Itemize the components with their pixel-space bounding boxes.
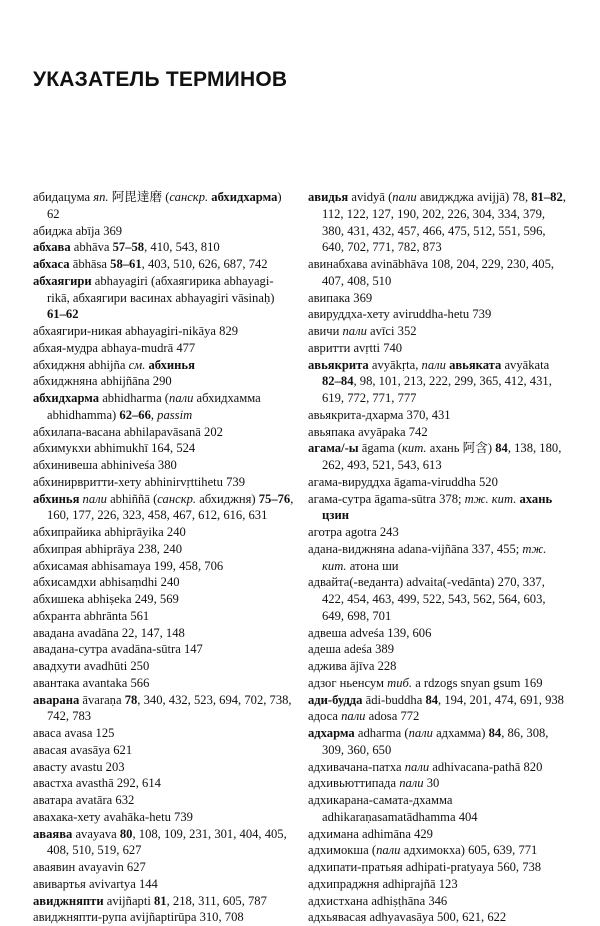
entry-segment: ābhāsa	[72, 257, 111, 271]
entry-segment: abhidharma (	[102, 391, 170, 405]
entry-segment: авидья	[308, 190, 352, 204]
entry-segment: абхидхарма	[33, 391, 103, 405]
index-entry	[33, 541, 295, 558]
entry-segment: авасая avasāya 621	[33, 742, 133, 757]
entry-segment: абхава	[33, 240, 74, 255]
entry-segment: 30	[426, 776, 440, 791]
entry-segment: абхая-мудра abhaya-mudrā 477	[33, 340, 196, 355]
index-entry	[33, 424, 295, 441]
entry-segment: āvaraṇa	[82, 692, 125, 707]
index-entry	[308, 692, 570, 709]
entry-segment: авасту avastu 203	[33, 759, 125, 774]
entry-segment: ) 62	[47, 190, 282, 221]
entry-segment: āgama (	[361, 441, 402, 456]
entry-segment: 阿毘達磨 (	[111, 190, 170, 204]
entry-segment: 84	[425, 692, 439, 707]
entry-segment: абхранта abhrānta 561	[33, 608, 150, 623]
entry-segment: абхинья	[148, 357, 195, 372]
index-entry	[33, 591, 295, 608]
entry-segment: 84	[495, 441, 508, 456]
entry-segment: 81	[154, 893, 167, 908]
entry-segment: ахань цзин	[322, 491, 553, 523]
entry-segment: абхимукхи abhimukhī 164, 524	[33, 441, 196, 456]
index-entry	[308, 876, 570, 893]
entry-segment: 82–84	[322, 374, 354, 389]
entry-segment: авиджняпти	[33, 893, 107, 908]
entry-segment: a rdzogs snyan gsum 169	[415, 675, 543, 690]
entry-segment: 62–66	[119, 407, 151, 422]
index-entry	[33, 759, 295, 776]
index-entry	[308, 524, 570, 541]
index-entry	[308, 340, 570, 357]
entry-segment: adharma (	[357, 726, 409, 740]
entry-segment: адхимокха) 605, 639, 771	[403, 843, 538, 858]
entry-segment: абхишека abhiṣeka 249, 569	[33, 592, 179, 606]
index-entry	[33, 692, 295, 726]
entry-segment: avīci 352	[370, 324, 417, 338]
entry-segment: abhiññā (	[110, 491, 158, 506]
index-entry	[33, 893, 295, 910]
index-entry	[33, 474, 295, 491]
page-title: УКАЗАТЕЛЬ ТЕРМИНОВ	[33, 68, 288, 91]
index-entry	[33, 792, 295, 809]
entry-segment: абхиджня abhijña	[33, 357, 129, 372]
entry-segment: абхисамая abhisamaya 199, 458, 706	[33, 558, 224, 573]
index-entry	[33, 340, 295, 357]
entry-segment: абхаса	[33, 257, 73, 271]
entry-segment: , 112, 122, 127, 190, 202, 226, 304, 334, 379, 380, 431, 432, 457, 466, 475, 512, 551, 596, 640, 702, 771, 782, 873	[322, 190, 566, 255]
entry-segment: avyākṛta,	[371, 357, 422, 372]
entry-segment: авахака-хету avahāka-hetu 739	[33, 809, 193, 824]
index-entry	[33, 641, 295, 658]
entry-segment: avyākata	[504, 357, 550, 372]
index-entry	[308, 474, 570, 491]
entry-segment: абхиджня)	[199, 491, 259, 506]
index-entry	[308, 306, 570, 323]
entry-segment: пали	[341, 709, 369, 724]
entry-segment: avidyā (	[351, 190, 393, 204]
entry-segment: адхистхана adhiṣṭhāna 346	[308, 893, 448, 908]
index-column-left	[33, 189, 295, 926]
index-entry	[308, 775, 570, 792]
entry-segment: авадана-сутра avadāna-sūtra 147	[33, 642, 203, 657]
entry-segment: абхаягири	[33, 273, 95, 288]
index-entry	[308, 189, 570, 256]
entry-segment: пали	[392, 190, 420, 204]
index-entry	[308, 357, 570, 407]
entry-segment: агама-вируддха āgama-viruddha 520	[308, 474, 498, 489]
index-entry	[33, 675, 295, 692]
entry-segment: 80	[119, 826, 133, 841]
entry-segment: адхарма	[308, 726, 358, 740]
index-entry	[308, 658, 570, 675]
index-entry	[33, 826, 295, 860]
index-entry	[308, 290, 570, 307]
entry-segment: см.	[128, 357, 149, 372]
index-entry	[33, 273, 295, 323]
entry-segment: ,	[150, 407, 158, 422]
entry-segment: агама-сутра āgama-sūtra 378;	[308, 491, 465, 506]
entry-segment: адхивьюттипада	[308, 776, 400, 791]
entry-segment: абхидхарма	[211, 190, 278, 204]
entry-segment: авантака avantaka 566	[33, 675, 150, 690]
entry-segment: авируддха-хету aviruddha-hetu 739	[308, 307, 492, 322]
entry-segment: авритти avṛtti 740	[308, 340, 403, 355]
entry-segment: авьяпака avyāpaka 742	[308, 424, 428, 439]
entry-segment: абхинья	[33, 491, 83, 506]
entry-segment: абхинивеша abhiniveśa 380	[33, 458, 177, 472]
entry-segment: санскр.	[169, 190, 212, 204]
entry-segment: ади-будда	[308, 692, 366, 707]
index-entry	[308, 842, 570, 859]
entry-segment: , 403, 510, 626, 687, 742	[141, 257, 268, 271]
index-entry	[33, 189, 295, 223]
entry-segment: авинабхава avinābhāva 108, 204, 229, 230, 405, 407, 408, 510	[308, 257, 555, 288]
entry-segment: адеша adeśa 389	[308, 642, 395, 657]
index-entry	[33, 239, 295, 256]
entry-segment: яп.	[93, 190, 112, 204]
index-entry	[308, 323, 570, 340]
entry-segment: ādi-buddha	[365, 692, 426, 707]
index-entry	[308, 424, 570, 441]
entry-segment: тж. кит.	[322, 541, 547, 573]
index-entry	[33, 608, 295, 625]
entry-segment: авьяката	[449, 357, 505, 372]
entry-segment: адхипраджня adhiprajñā 123	[308, 876, 458, 891]
index-entry	[308, 893, 570, 910]
entry-segment: авьякрита	[308, 357, 372, 372]
index-entry	[33, 491, 295, 525]
entry-segment: тж. кит.	[464, 491, 520, 506]
index-column-right	[308, 189, 570, 926]
index-entry	[308, 440, 570, 474]
entry-segment: пали	[404, 759, 433, 774]
entry-segment: авипака 369	[308, 290, 373, 305]
entry-segment: адхамма)	[436, 726, 489, 740]
entry-segment: аваява	[33, 826, 76, 841]
index-entry	[33, 357, 295, 374]
index-entry	[308, 641, 570, 658]
entry-segment: , 108, 109, 231, 301, 404, 405, 408, 510, 519, 627	[47, 826, 287, 858]
index-entry	[33, 223, 295, 240]
entry-segment: авичи	[308, 324, 343, 338]
entry-segment: аватара avatāra 632	[33, 793, 135, 807]
index-entry	[33, 725, 295, 742]
index-entry	[308, 625, 570, 642]
index-entry	[308, 256, 570, 290]
entry-segment: адвеша adveśa 139, 606	[308, 625, 432, 640]
entry-segment: адхьявасая adhyavasāya 500, 621, 622	[308, 910, 507, 925]
entry-segment: abhāva	[73, 240, 113, 255]
entry-segment: , 138, 180, 262, 493, 521, 543, 613	[322, 441, 562, 472]
index-entry	[308, 541, 570, 575]
entry-segment: пали	[421, 357, 450, 372]
entry-segment: , 86, 308, 309, 360, 650	[322, 726, 549, 757]
entry-segment: пали	[399, 776, 427, 791]
entry-segment: абхидхамма abhidhamma)	[47, 391, 261, 422]
entry-segment: , 98, 101, 213, 222, 299, 365, 412, 431, 619, 772, 771, 777	[322, 374, 552, 405]
entry-segment: аваса avasa 125	[33, 726, 115, 740]
entry-segment: абиджа abīja 369	[33, 223, 123, 238]
index-entry	[33, 457, 295, 474]
entry-segment: абхаягири-никая abhayagiri-nikāya 829	[33, 324, 239, 338]
entry-segment: адхимана adhimāna 429	[308, 826, 433, 841]
entry-segment: адоса	[308, 709, 342, 724]
entry-segment: абхилапа-васана abhilapavāsanā 202	[33, 424, 223, 439]
entry-segment: агама/-ы	[308, 441, 362, 456]
entry-segment: абхиджняна abhijñāna 290	[33, 374, 172, 389]
entry-segment: адхимокша (	[308, 843, 377, 858]
entry-segment: абидацума	[33, 190, 94, 204]
index-entry	[33, 658, 295, 675]
index-entry	[33, 440, 295, 457]
entry-segment: passim	[157, 407, 193, 422]
entry-segment: , 160, 177, 226, 323, 458, 467, 612, 616, 631	[47, 491, 294, 523]
index-entry	[33, 775, 295, 792]
index-entry	[308, 792, 570, 826]
entry-segment: авивартья avivartya 144	[33, 876, 158, 891]
entry-segment: санскр.	[157, 491, 200, 506]
entry-segment: аготра agotra 243	[308, 525, 399, 539]
entry-segment: авадана avadāna 22, 147, 148	[33, 625, 185, 640]
entry-segment: abhayagiri (абхаягирика abhayagi-rikā, абхаягири васинах abhayagiri vāsinaḥ)	[47, 273, 275, 305]
entry-segment: пали	[376, 843, 404, 858]
entry-segment: адвайта(-веданта) advaita(-vedānta) 270, 337, 422, 454, 463, 499, 522, 543, 562, 564, 603, 649, 698, 701	[308, 575, 546, 623]
index-entry	[33, 809, 295, 826]
index-entry	[33, 876, 295, 893]
index-entry	[33, 256, 295, 273]
entry-segment: абхисамдхи abhisaṃdhi 240	[33, 575, 180, 590]
entry-segment: , 340, 432, 523, 694, 702, 738, 742, 783	[47, 692, 292, 724]
index-entry	[33, 558, 295, 575]
entry-segment: авастха avasthā 292, 614	[33, 776, 161, 791]
entry-segment: аварана	[33, 692, 83, 707]
entry-segment: пали	[82, 491, 111, 506]
entry-segment: абхипрайика abhiprāyika 240	[33, 525, 186, 539]
index-entry	[33, 373, 295, 390]
index-entry	[308, 491, 570, 525]
entry-segment: авиджняпти-рупа avijñaptirūpa 310, 708	[33, 910, 244, 925]
entry-segment: абхипрая abhiprāya 238, 240	[33, 541, 182, 556]
index-entry	[33, 742, 295, 759]
entry-segment: авьякрита-дхарма 370, 431	[308, 407, 451, 422]
index-entry	[308, 407, 570, 424]
entry-segment: 58–61	[110, 257, 142, 271]
index-entry	[33, 859, 295, 876]
entry-segment: пали	[169, 391, 197, 405]
index-entry	[33, 390, 295, 424]
entry-segment: 75–76	[258, 491, 291, 506]
entry-segment: adosa 772	[368, 709, 420, 724]
entry-segment: авиджджа avijjā) 78,	[419, 190, 532, 204]
entry-segment: кит.	[402, 441, 430, 456]
entry-segment: ахань 阿含)	[429, 441, 496, 456]
index-entry	[308, 859, 570, 876]
entry-segment: адхипати-пратьяя adhipati-pratyaya 560, 738	[308, 860, 542, 874]
entry-segment: пали	[408, 726, 437, 740]
entry-segment: абхинирвритти-хету abhinirvṛttihetu 739	[33, 474, 245, 489]
entry-segment: тиб.	[387, 675, 416, 690]
index-entry	[308, 826, 570, 843]
entry-segment: пали	[342, 324, 371, 338]
entry-segment: avayava	[75, 826, 120, 841]
entry-segment: авадхути avadhūti 250	[33, 659, 150, 673]
index-entry	[33, 574, 295, 591]
index-entry	[308, 675, 570, 692]
entry-segment: адана-виджняна adana-vijñāna 337, 455;	[308, 541, 523, 556]
entry-segment: аджива ājīva 228	[308, 659, 397, 673]
entry-segment: 84	[488, 726, 502, 740]
entry-segment: 81–82	[531, 190, 563, 204]
entry-segment: , 410, 543, 810	[144, 240, 220, 255]
index-entry	[33, 524, 295, 541]
index-entry	[33, 323, 295, 340]
entry-segment: , 218, 311, 605, 787	[166, 893, 267, 908]
entry-segment: avijñapti	[106, 893, 154, 908]
entry-segment: атона ши	[349, 558, 399, 573]
entry-segment: 57–58	[112, 240, 145, 255]
entry-segment: 78	[124, 692, 138, 707]
index-entry	[33, 625, 295, 642]
index-entry	[308, 725, 570, 759]
entry-segment: adhivacana-pathā 820	[432, 759, 543, 774]
entry-segment: аваявин avayavin 627	[33, 860, 146, 874]
entry-segment: адхикарана-самата-дхамма adhikaraṇasamatādhamma 404	[308, 793, 478, 824]
index-entry	[308, 708, 570, 725]
entry-segment: , 194, 201, 474, 691, 938	[438, 692, 564, 707]
index-entry	[308, 759, 570, 776]
entry-segment: адзог ньенсум	[308, 675, 388, 690]
index-entry	[308, 574, 570, 624]
entry-segment: 61–62	[47, 307, 79, 322]
entry-segment: адхивачана-патха	[308, 759, 405, 774]
